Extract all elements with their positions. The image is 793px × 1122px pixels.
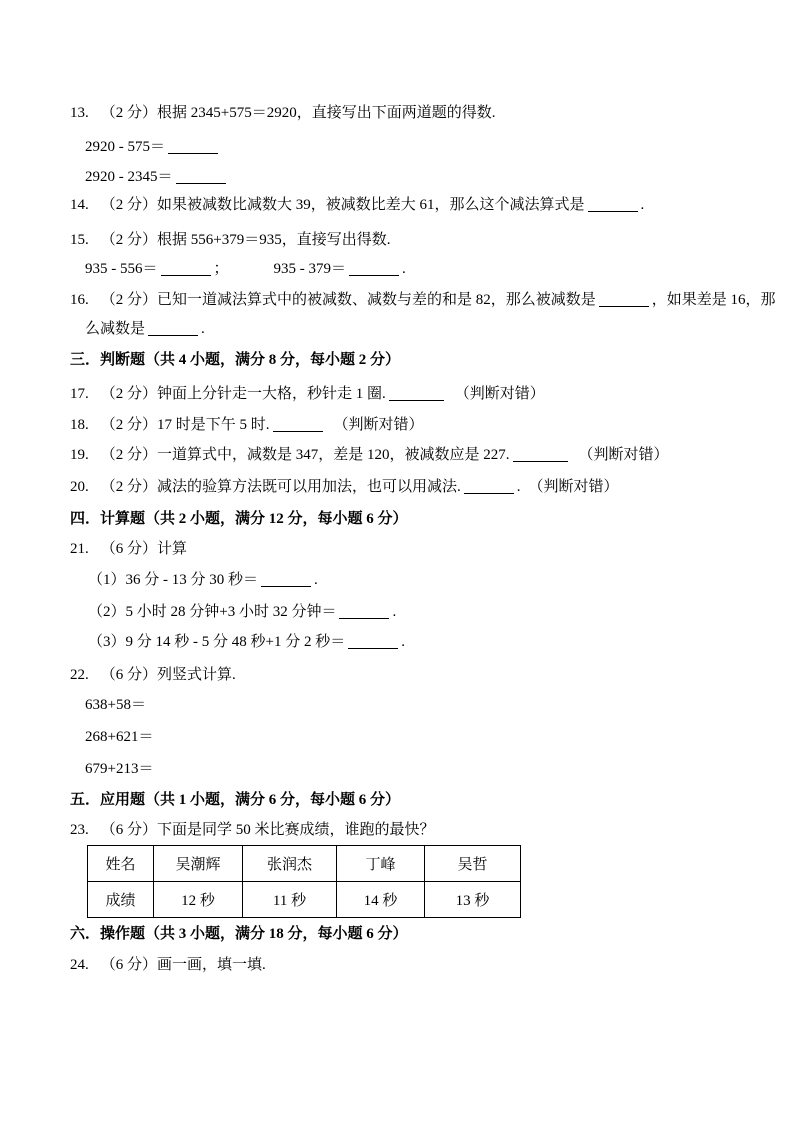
question-22-text: （6 分）列竖式计算.: [100, 667, 236, 683]
question-14-period: .: [640, 197, 645, 213]
question-18: [70, 415, 424, 435]
question-21-item2-expression: （2）5 小时 28 分钟+3 小时 32 分钟＝: [88, 604, 337, 620]
question-16-text-middle: ，如果差是 16，那: [651, 292, 776, 308]
question-15-number: 15.: [70, 232, 89, 248]
score-table-name-row: [88, 846, 521, 882]
question-21-number: 21.: [70, 541, 89, 557]
question-17-answer-blank: [389, 386, 444, 401]
question-18-answer-blank: [273, 417, 323, 432]
question-21-text: （6 分）计算: [100, 541, 188, 557]
question-21-item2: [88, 602, 396, 622]
question-16-number: 16.: [70, 292, 89, 308]
question-21-item2-answer-blank: [339, 604, 389, 619]
question-13-sub2-answer-blank: [176, 169, 226, 184]
question-16-text-start: （2 分）已知一道减法算式中的被减数、减数与差的和是 82，那么被减数是: [100, 292, 596, 308]
section-3-header: [70, 350, 400, 370]
question-22-eq2: [85, 727, 153, 747]
table-cell-score-1: 12 秒: [154, 882, 243, 918]
question-21-item2-period: .: [392, 604, 397, 620]
question-22-eq3: [85, 759, 153, 779]
question-13-sub2: [85, 167, 229, 187]
question-16-answer-blank-2: [148, 321, 198, 336]
section-5-title: 五．应用题（共 1 小题，满分 6 分，每小题 6 分）: [70, 792, 401, 808]
table-cell-student-2: 张润杰: [243, 846, 337, 882]
question-20-number: 20.: [70, 479, 89, 495]
question-18-judge-label: （判断对错）: [333, 417, 424, 433]
question-14-number: 14.: [70, 197, 89, 213]
question-21-item1-period: .: [314, 572, 318, 588]
question-14-text: （2 分）如果被减数比减数大 39，被减数比差大 61，那么这个减法算式是: [100, 197, 585, 213]
question-18-text: （2 分）17 时是下午 5 时.: [100, 417, 270, 433]
table-cell-student-3: 丁峰: [337, 846, 425, 882]
table-cell-name-label: 姓名: [88, 846, 154, 882]
question-17-number: 17.: [70, 386, 89, 402]
score-table-score-row: [88, 882, 521, 918]
question-22-eq3-expression: 679+213＝: [85, 761, 154, 777]
question-16-text-end: 么减数是: [85, 321, 146, 337]
table-cell-student-1: 吴潮辉: [154, 846, 243, 882]
question-18-number: 18.: [70, 417, 89, 433]
question-22-number: 22.: [70, 667, 89, 683]
question-21-item1-answer-blank: [261, 572, 311, 587]
question-13-sub1-answer-blank: [168, 139, 218, 154]
question-24: [70, 955, 266, 975]
table-cell-score-3: 14 秒: [337, 882, 425, 918]
question-16-line1: [70, 290, 776, 310]
question-13-number: 13.: [70, 105, 89, 121]
question-20-judge-label: （判断对错）: [528, 479, 619, 495]
question-15-equations: [85, 259, 406, 279]
table-cell-score-4: 13 秒: [425, 882, 521, 918]
section-6-title: 六．操作题（共 3 小题，满分 18 分，每小题 6 分）: [70, 926, 408, 942]
question-15-eq1-separator: ；: [213, 261, 229, 277]
question-15-eq2-period: .: [402, 261, 406, 277]
question-21-item1-expression: （1）36 分 - 13 分 30 秒＝: [88, 572, 258, 588]
question-21-item3-answer-blank: [348, 634, 398, 649]
section-4-title: 四．计算题（共 2 小题，满分 12 分，每小题 6 分）: [70, 511, 408, 527]
question-14-answer-blank: [588, 197, 638, 212]
question-20-text: （2 分）减法的验算方法既可以用加法，也可以用减法.: [100, 479, 461, 495]
question-17-judge-label: （判断对错）: [454, 386, 545, 402]
question-22-eq1: [85, 695, 146, 715]
section-6-header: [70, 924, 408, 944]
question-20-period: .: [516, 479, 521, 495]
question-13-sub2-expression: 2920 - 2345＝: [85, 169, 173, 185]
question-21-item3-period: .: [401, 634, 405, 650]
question-23: [70, 820, 435, 840]
section-4-header: [70, 509, 408, 529]
table-cell-student-4: 吴哲: [425, 846, 521, 882]
question-19-text: （2 分）一道算式中，减数是 347，差是 120，被减数应是 227.: [100, 447, 510, 463]
question-22-eq1-expression: 638+58＝: [85, 697, 146, 713]
question-17: [70, 384, 545, 404]
question-15-eq1-expression: 935 - 556＝: [85, 261, 158, 277]
question-23-number: 23.: [70, 822, 89, 838]
question-21-item3: [88, 632, 405, 652]
question-20: [70, 477, 619, 497]
question-24-text: （6 分）画一画，填一填.: [100, 957, 266, 973]
table-cell-score-label: 成绩: [88, 882, 154, 918]
question-19-judge-label: （判断对错）: [578, 447, 669, 463]
question-15-eq2-answer-blank: [349, 261, 399, 276]
question-13-text: （2 分）根据 2345+575＝2920，直接写出下面两道题的得数.: [100, 105, 496, 121]
question-16-line2: [85, 319, 205, 339]
question-15-eq1-answer-blank: [161, 261, 211, 276]
question-22-eq2-expression: 268+621＝: [85, 729, 154, 745]
question-15: [70, 230, 390, 250]
score-table: [87, 845, 521, 918]
question-19: [70, 445, 669, 465]
question-13-sub1-expression: 2920 - 575＝: [85, 139, 165, 155]
question-21-item3-expression: （3）9 分 14 秒 - 5 分 48 秒+1 分 2 秒＝: [88, 634, 346, 650]
question-16-period: .: [201, 321, 205, 337]
question-21: [70, 539, 187, 559]
question-15-eq2-expression: 935 - 379＝: [273, 261, 347, 277]
question-17-text: （2 分）钟面上分针走一大格，秒针走 1 圈.: [100, 386, 386, 402]
question-22: [70, 665, 236, 685]
question-16-answer-blank-1: [599, 292, 649, 307]
question-13: [70, 103, 495, 123]
question-19-answer-blank: [513, 447, 568, 462]
question-15-text: （2 分）根据 556+379＝935，直接写出得数.: [100, 232, 391, 248]
section-5-header: [70, 790, 400, 810]
question-13-sub1: [85, 137, 221, 157]
question-24-number: 24.: [70, 957, 89, 973]
section-3-title: 三．判断题（共 4 小题，满分 8 分，每小题 2 分）: [70, 352, 401, 368]
question-21-item1: [88, 570, 318, 590]
question-19-number: 19.: [70, 447, 89, 463]
question-23-text: （6 分）下面是同学 50 米比赛成绩，谁跑的最快？: [100, 822, 435, 838]
question-14: [70, 195, 644, 215]
question-20-answer-blank: [464, 479, 514, 494]
table-cell-score-2: 11 秒: [243, 882, 337, 918]
